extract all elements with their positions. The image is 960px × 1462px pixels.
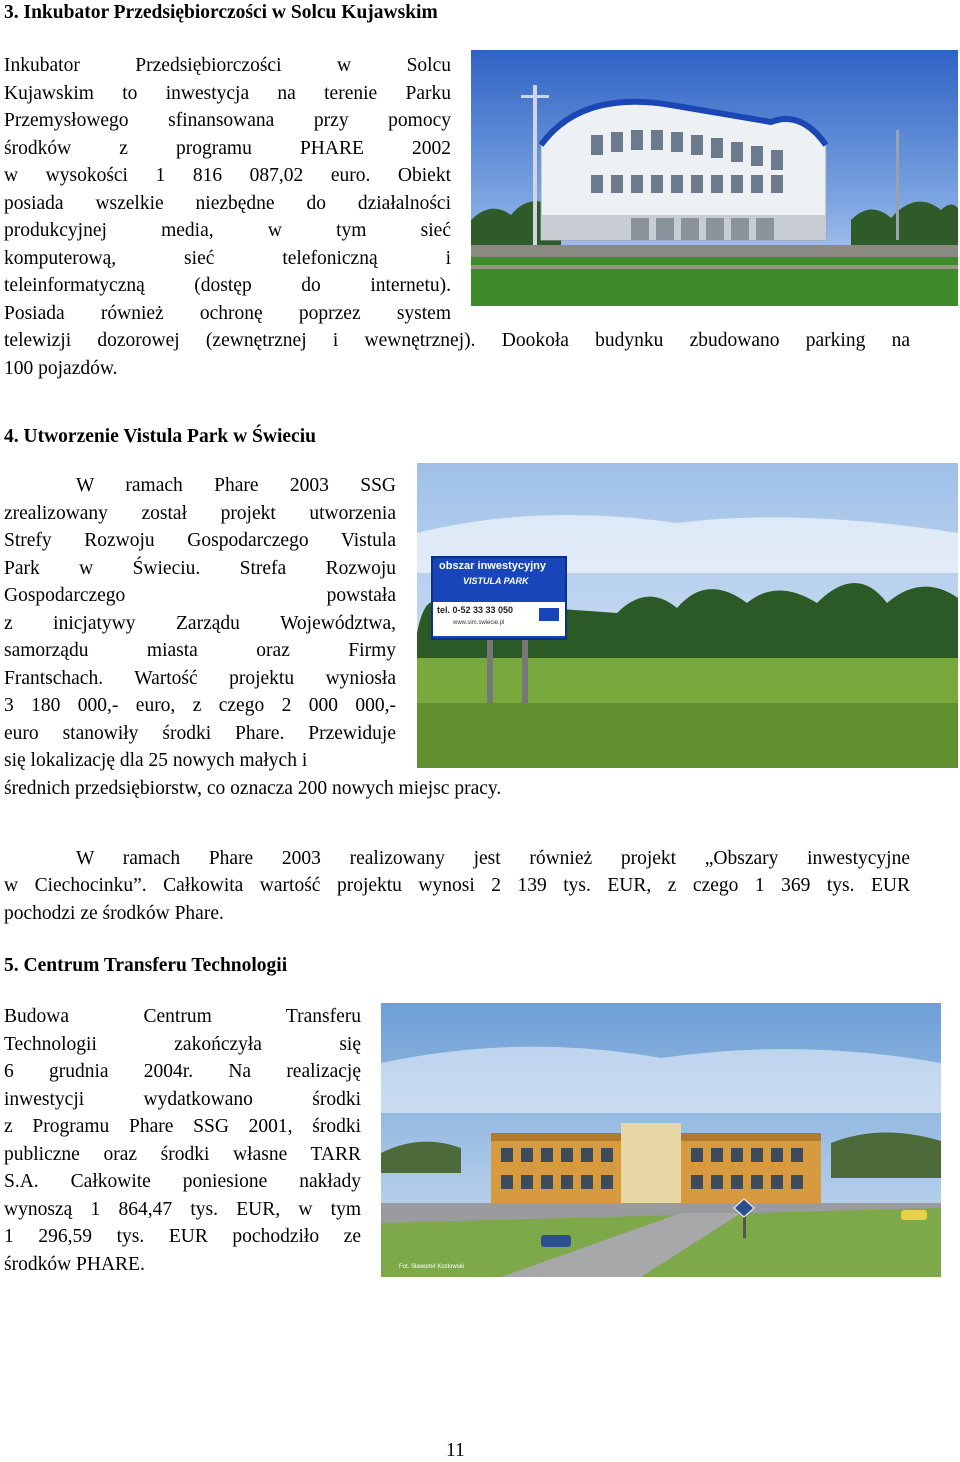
text-line: Frantschach. Wartość projektu wyniosła — [4, 668, 396, 689]
sign-url: www.sim.swiecie.pl — [453, 620, 505, 626]
sign-title: obszar inwestycyjny — [439, 560, 546, 572]
text-line: posiada wszelkie niezbędne do działalności — [4, 193, 451, 214]
text-line: Kujawskim to inwestycja na terenie Parku — [4, 83, 451, 104]
vistula-park-sign — [431, 556, 567, 640]
text-line: się lokalizację dla 25 nowych małych i — [4, 750, 308, 771]
text-line: W ramach Phare 2003 SSG — [76, 475, 396, 496]
text-line: pochodzi ze środków Phare. — [4, 903, 224, 924]
text-line: Gospodarczego powstała — [4, 585, 396, 606]
text-line: z inicjatywy Zarządu Województwa, — [4, 613, 396, 634]
section-3-heading: 3. Inkubator Przedsiębiorczości w Solcu Kujawskim — [4, 2, 438, 23]
text-line: w wysokości 1 816 087,02 euro. Obiekt — [4, 165, 451, 186]
page-number: 11 — [446, 1440, 465, 1461]
technology-transfer-centre-photo — [381, 1003, 941, 1277]
text-line: zrealizowany został projekt utworzenia — [4, 503, 396, 524]
text-line: Technologii zakończyła się — [4, 1034, 361, 1055]
text-line: 1 296,59 tys. EUR pochodziło ze — [4, 1226, 361, 1247]
text-line: inwestycji wydatkowano środki — [4, 1089, 361, 1110]
text-line: środków z programu PHARE 2002 — [4, 138, 451, 159]
eu-flag-icon — [539, 608, 559, 621]
sign-logo: VISTULA PARK — [463, 576, 529, 586]
text-line: 100 pojazdów. — [4, 358, 118, 379]
section-5-heading: 5. Centrum Transferu Technologii — [4, 955, 288, 976]
section-4-heading: 4. Utworzenie Vistula Park w Świeciu — [4, 426, 316, 447]
sign-phone: tel. 0-52 33 33 050 — [437, 605, 514, 615]
incubator-building-photo — [471, 50, 958, 306]
text-line: Przemysłowego sfinansowana przy pomocy — [4, 110, 451, 131]
photo-credit: Fot. Sławomir Kozłowski — [399, 1264, 465, 1270]
text-line: 6 grudnia 2004r. Na realizację — [4, 1061, 361, 1082]
text-line: z Programu Phare SSG 2001, środki — [4, 1116, 361, 1137]
text-line: Budowa Centrum Transferu — [4, 1006, 361, 1027]
text-line: w Ciechocinku”. Całkowita wartość projektu wynosi 2 139 tys. EUR, z czego 1 369 tys. EUR — [4, 875, 910, 896]
vistula-park-sign-photo — [417, 463, 958, 768]
text-line: telewizji dozorowej (zewnętrznej i wewnętrznej). Dookoła budynku zbudowano parking na — [4, 330, 910, 351]
text-line: teleinformatyczną (dostęp do internetu). — [4, 275, 451, 296]
text-line: Park w Świeciu. Strefa Rozwoju — [4, 558, 396, 579]
text-line: produkcyjnej media, w tym sieć — [4, 220, 451, 241]
text-line: środków PHARE. — [4, 1254, 145, 1275]
text-line: Strefy Rozwoju Gospodarczego Vistula — [4, 530, 396, 551]
text-line: średnich przedsiębiorstw, co oznacza 200 nowych miejsc pracy. — [4, 778, 502, 799]
text-line: samorządu miasta oraz Firmy — [4, 640, 396, 661]
text-line: 3 180 000,- euro, z czego 2 000 000,- — [4, 695, 396, 716]
text-line: komputerową, sieć telefoniczną i — [4, 248, 451, 269]
text-line: W ramach Phare 2003 realizowany jest również projekt „Obszary inwestycyjne — [76, 848, 910, 869]
text-line: Posiada również ochronę poprzez system — [4, 303, 451, 324]
text-line: wynoszą 1 864,47 tys. EUR, w tym — [4, 1199, 361, 1220]
text-line: Inkubator Przedsiębiorczości w Solcu — [4, 55, 451, 76]
text-line: S.A. Całkowite poniesione nakłady — [4, 1171, 361, 1192]
text-line: publiczne oraz środki własne TARR — [4, 1144, 361, 1165]
sign-contact-panel — [433, 602, 565, 636]
text-line: euro stanowiły środki Phare. Przewiduje — [4, 723, 396, 744]
